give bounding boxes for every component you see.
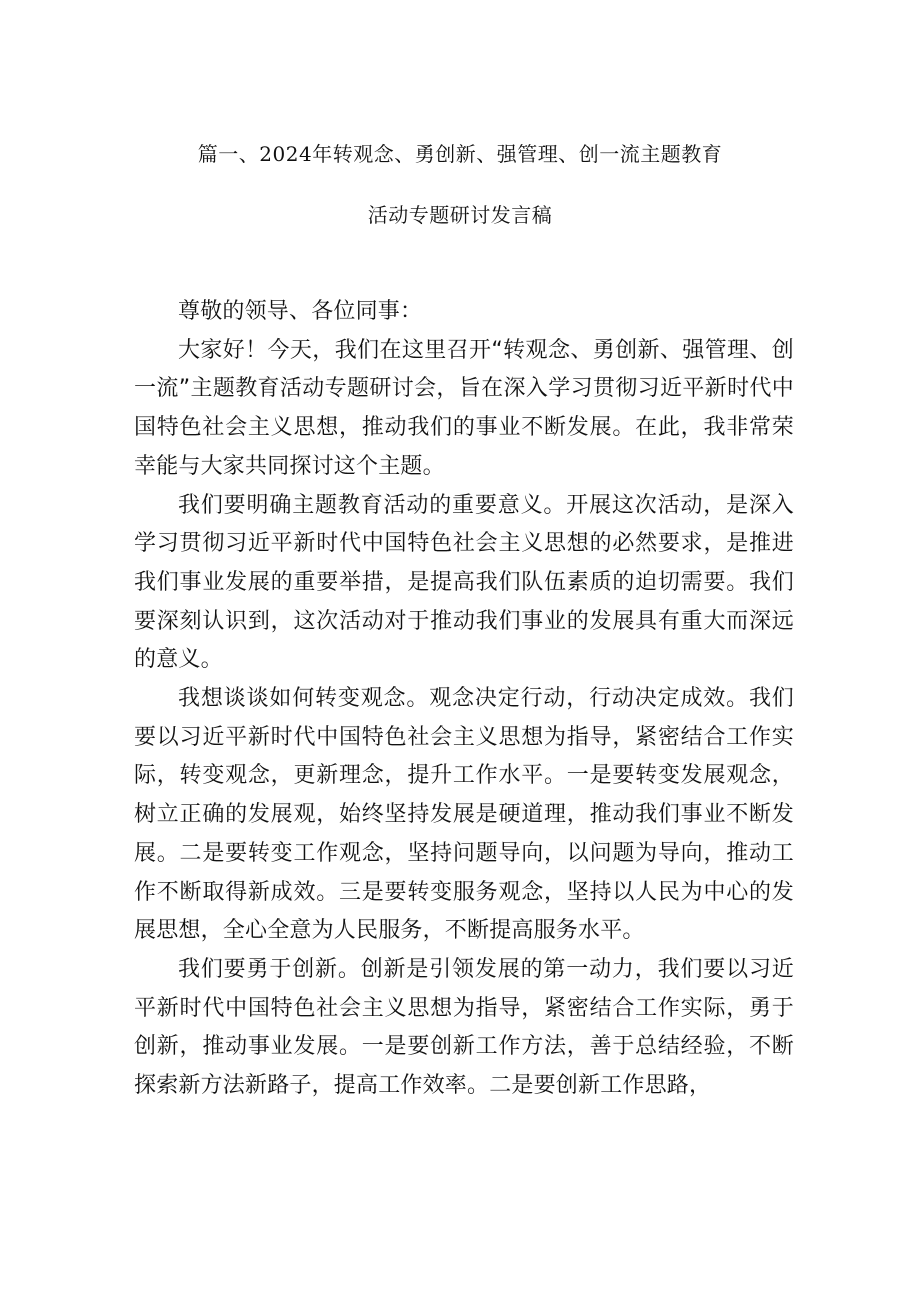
salutation-paragraph: 尊敬的领导、各位同事： <box>178 299 423 324</box>
body-paragraph: 大家好！今天，我们在这里召开“转观念、勇创新、强管理、创一流”主题教育活动专题研讨会，旨在深入学习贯彻习近平新时代中国特色社会主义思想，推动我们的事业不断发展。在此，我非常荣幸能与大家共同探讨这个主题。 <box>134 337 794 479</box>
body-paragraph: 我想谈谈如何转变观念。观念决定行动，行动决定成效。我们要以习近平新时代中国特色社会主义思想为指导，紧密结合工作实际，转变观念，更新理念，提升工作水平。一是要转变发展观念，树立正确的发展观，始终坚持发展是硬道理，推动我们事业不断发展。二是要转变工作观念，坚持问题导向，以问题为导向，推动工作不断取得新成效。三是要转变服务观念，坚持以人民为中心的发展思想，全心全意为人民服务，不断提高服务水平。 <box>134 686 794 944</box>
document-body <box>134 293 794 1106</box>
document-title-line-2: 活动专题研讨发言稿 <box>367 203 553 227</box>
body-paragraph: 我们要明确主题教育活动的重要意义。开展这次活动，是深入学习贯彻习近平新时代中国特色社会主义思想的必然要求，是推进我们事业发展的重要举措，是提高我们队伍素质的迫切需要。我们要深刻认识到，这次活动对于推动我们事业的发展具有重大而深远的意义。 <box>134 492 794 673</box>
document-title-line-1: 篇一、2024年转观念、勇创新、强管理、创一流主题教育 <box>197 142 723 166</box>
body-paragraph: 我们要勇于创新。创新是引领发展的第一动力，我们要以习近平新时代中国特色社会主义思想为指导，紧密结合工作实际，勇于创新，推动事业发展。一是要创新工作方法，善于总结经验，不断探索新方法新路子，提高工作效率。二是要创新工作思路， <box>134 956 794 1099</box>
